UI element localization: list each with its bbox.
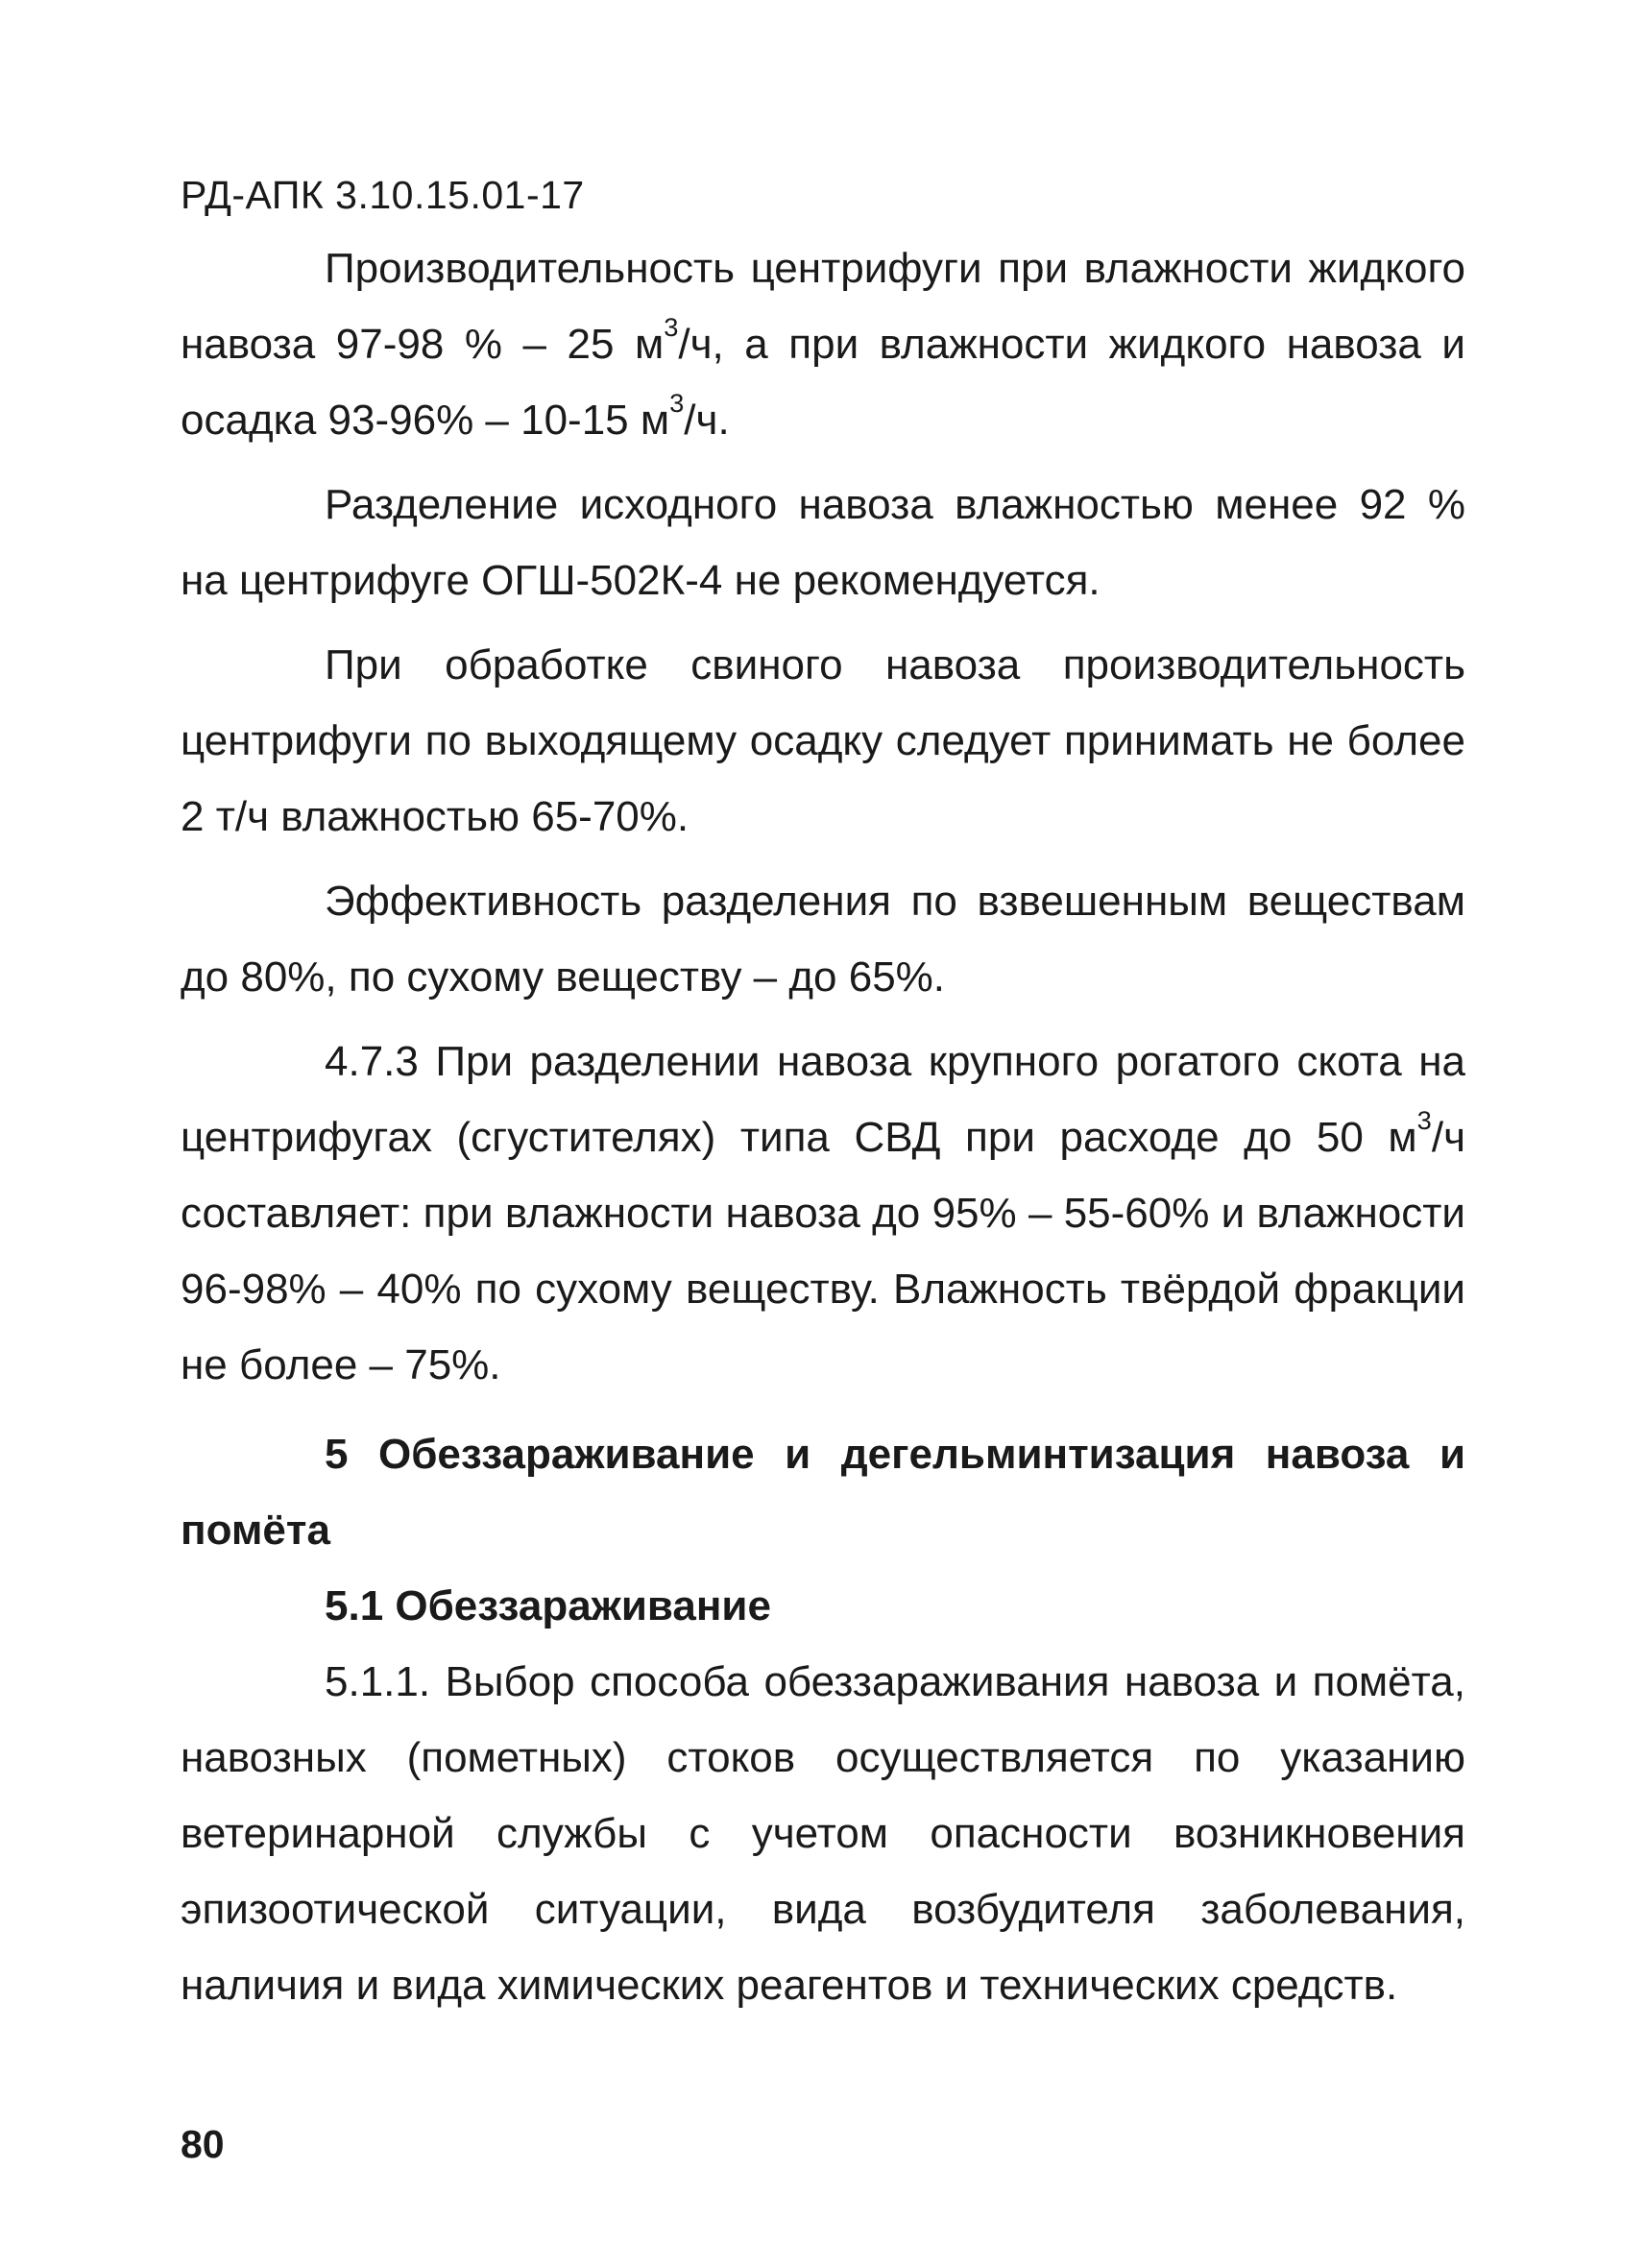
section-heading: 5 Обеззараживание и дегельминтизация навоза и помёта [181, 1431, 1465, 1554]
page-number: 80 [181, 2122, 225, 2166]
paragraph-efficiency: Эффективность разделения по взвешенным веществам до 80%, по сухому веществу – до 65%. [181, 878, 1465, 1001]
subsection-heading: 5.1 Обеззараживание [325, 1582, 771, 1629]
paragraph-separation-not-recommended: Разделение исходного навоза влажностью менее 92 % на центрифуге ОГШ-502К-4 не рекомендуется. [181, 481, 1465, 604]
superscript: 3 [669, 387, 685, 418]
paragraph-centrifuge-capacity [181, 230, 1465, 458]
paragraph-text: 4.7.3 При разделении навоза крупного рогатого скота на центрифугах (сгустителях) типа СВД при расходе до 50 м [181, 1038, 1465, 1161]
paragraph-pig-manure: При обработке свиного навоза производительность центрифуги по выходящему осадку следует принимать не более 2 т/ч влажностью 65-70%. [181, 641, 1465, 840]
superscript: 3 [1416, 1104, 1432, 1135]
superscript: 3 [664, 311, 679, 342]
paragraph-text: /ч. [684, 397, 730, 444]
paragraph-text: /ч, а при влажности жидкого навоза и осадка 93-96% – 10-15 м [181, 321, 1466, 444]
paragraph-text: Производительность центрифуги при влажности жидкого навоза 97-98 % – 25 м [181, 245, 1465, 368]
paragraph-4-7-3 [181, 1024, 1465, 1403]
page-body [181, 230, 1465, 2023]
paragraph-text: /ч составляет: при влажности навоза до 95% – 55-60% и влажности 96-98% – 40% по сухому веществу. Влажность твёрдой фракции не более – 75%. [181, 1114, 1465, 1388]
document-code-header: РД-АПК 3.10.15.01-17 [181, 173, 585, 217]
paragraph-5-1-1: 5.1.1. Выбор способа обеззараживания навоза и помёта, навозных (пометных) стоков осуществляется по указанию ветеринарной службы с учетом опасности возникновения эпизоотической ситуации, вида возбудителя заболевания, наличия и вида химических реагентов и технических средств. [181, 1658, 1465, 2009]
